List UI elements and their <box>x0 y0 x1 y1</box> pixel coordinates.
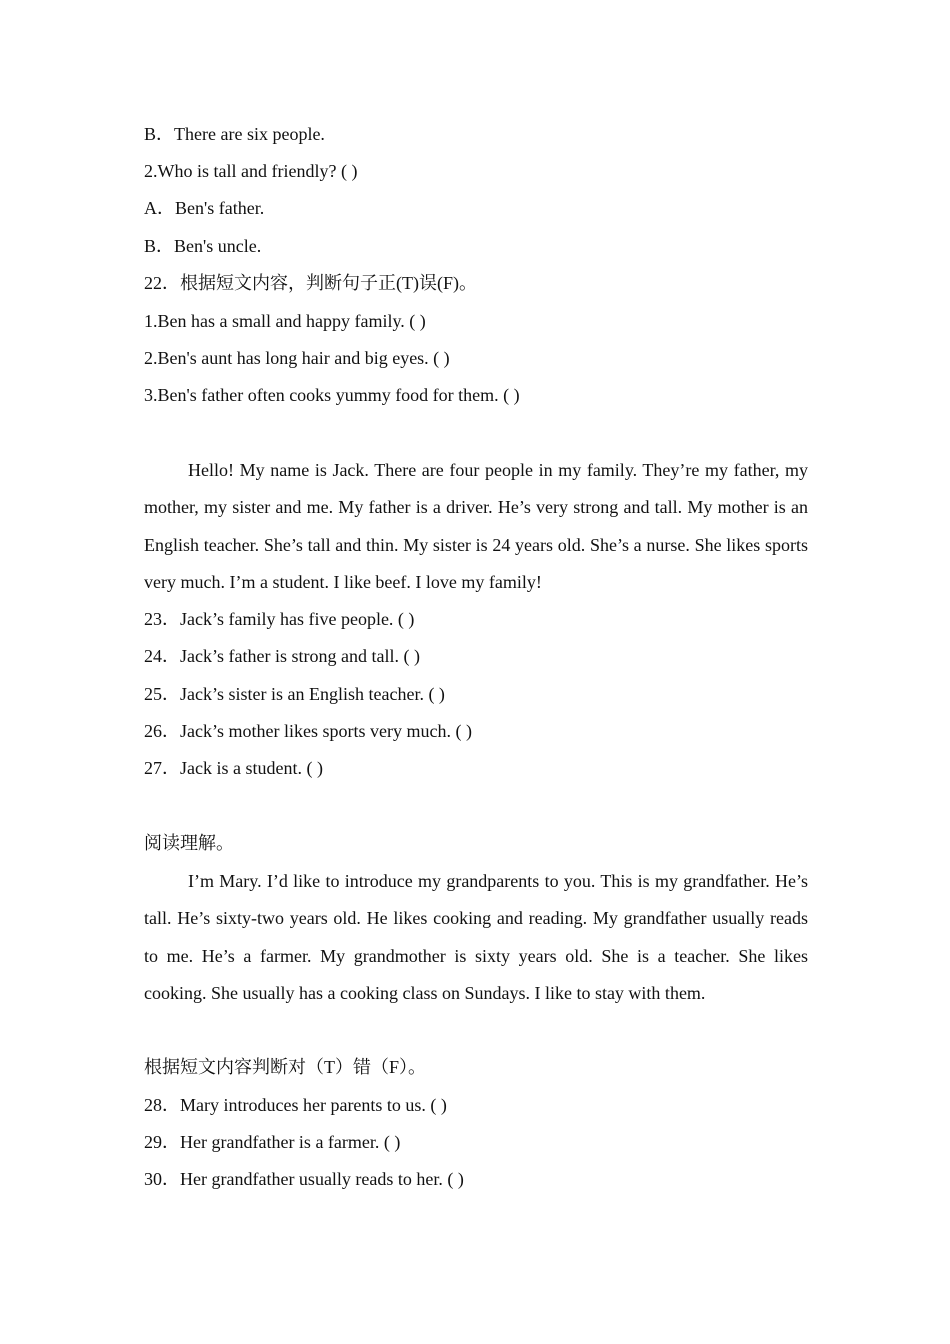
jack-passage: Hello! My name is Jack. There are four people in my family. They’re my father, my mother, my sister and me. My father is a driver. He’s very strong and tall. My mother is an English teacher. She’s tall and thin. My sister is 24 years old. She’s a nurse. She likes sports very much. I’m a student. I like beef. I love my family! <box>144 460 808 592</box>
question-29: 29．Her grandfather is a farmer. ( ) <box>144 1132 401 1152</box>
option-b-bens-uncle: B．Ben's uncle. <box>144 236 262 256</box>
option-b-six-people: B．There are six people. <box>144 124 325 144</box>
tf-instruction: 根据短文内容判断对（T）错（F）。 <box>144 1057 427 1077</box>
reading-heading: 阅读理解。 <box>144 833 234 853</box>
question-30: 30．Her grandfather usually reads to her. ( ) <box>144 1169 464 1189</box>
question-22-instruction: 22．根据短文内容，判断句子正(T)误(F)。 <box>144 273 477 293</box>
question-who-tall-friendly: 2.Who is tall and friendly? ( ) <box>144 161 358 181</box>
question-26: 26．Jack’s mother likes sports very much. ( ) <box>144 721 472 741</box>
question-23: 23．Jack’s family has five people. ( ) <box>144 609 415 629</box>
question-28: 28．Mary introduces her parents to us. ( ) <box>144 1095 447 1115</box>
tf-statement-1: 1.Ben has a small and happy family. ( ) <box>144 311 426 331</box>
question-25: 25．Jack’s sister is an English teacher. ( ) <box>144 684 445 704</box>
question-27: 27．Jack is a student. ( ) <box>144 758 323 778</box>
mary-passage: I’m Mary. I’d like to introduce my grandparents to you. This is my grandfather. He’s tall. He’s sixty-two years old. He likes cooking and reading. My grandfather usually reads to me. He’s a farmer. My grandmother is sixty years old. She is a teacher. She likes cooking. She usually has a cooking class on Sundays. I like to stay with them. <box>144 871 808 1003</box>
tf-statement-2: 2.Ben's aunt has long hair and big eyes. ( ) <box>144 348 450 368</box>
question-24: 24．Jack’s father is strong and tall. ( ) <box>144 646 420 666</box>
tf-statement-3: 3.Ben's father often cooks yummy food for them. ( ) <box>144 385 520 405</box>
option-a-bens-father: A．Ben's father. <box>144 198 265 218</box>
